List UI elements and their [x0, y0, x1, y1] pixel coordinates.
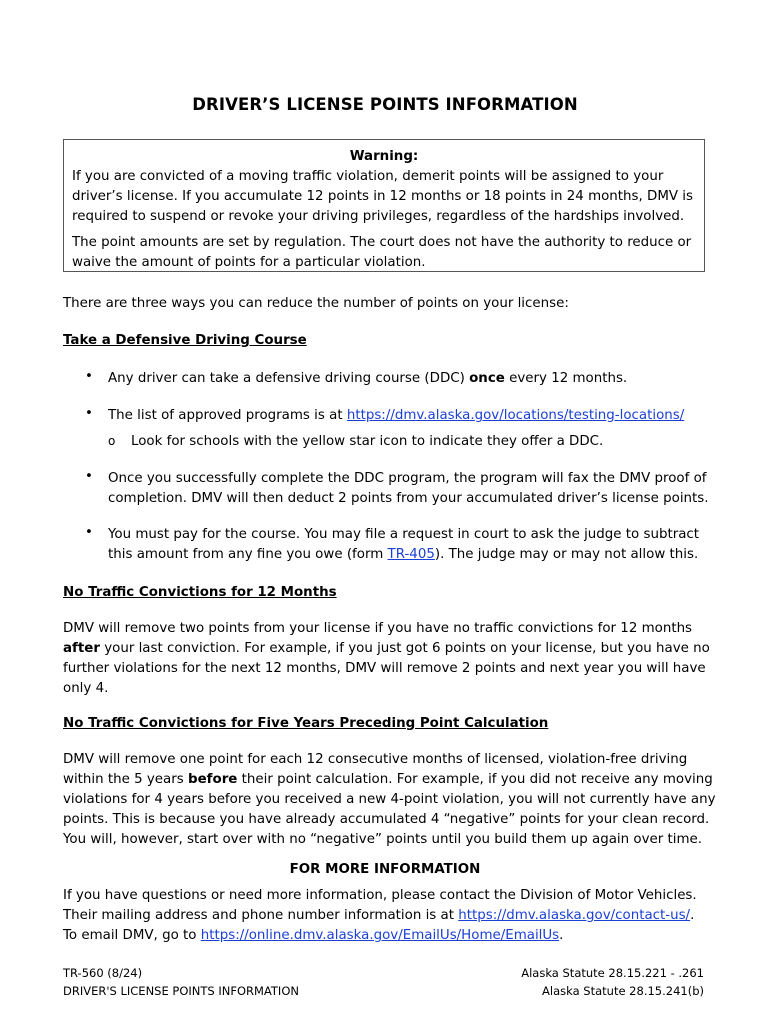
bullet-pay-course — [108, 525, 718, 565]
footer-form-name: DRIVER'S LICENSE POINTS INFORMATION — [63, 984, 299, 998]
paragraph-text: DMV will remove one point for each 12 consecutive months of licensed, violation-free driving within the 5 years — [63, 752, 688, 787]
paragraph-bold-text: before — [188, 772, 238, 787]
sub-bullet-circle: o — [108, 434, 116, 448]
paragraph-text: . — [559, 928, 564, 943]
more-info-heading: FOR MORE INFORMATION — [289, 862, 481, 877]
paragraph-text: their point calculation. For example, if you did not receive any moving violations for 4 years before you received a new 4-point violation, you will not currently have any points. This is because you have already accumulated 4 “negative” points for your clean record. You will, however, start over with no “negative” points until you build them up again over time. — [63, 772, 716, 847]
warning-heading: Warning: — [349, 149, 419, 164]
paragraph-text: Their mailing address and phone number information is at — [63, 908, 459, 923]
paragraph-text: To email DMV, go to — [63, 928, 201, 943]
more-info-paragraph — [63, 886, 733, 946]
footer-statute-1: Alaska Statute 28.15.221 - .261 — [521, 966, 704, 980]
bullet-dot: • — [85, 369, 93, 384]
section-five-years-paragraph — [63, 750, 718, 850]
contact-us-link[interactable]: https://dmv.alaska.gov/contact-us/ — [458, 908, 691, 923]
bullet-bold-text: once — [469, 371, 505, 386]
paragraph-bold-text: after — [63, 641, 100, 656]
paragraph-text: your last conviction. For example, if you just got 6 points on your license, but you have no further violations for the next 12 months, DMV will remove 2 points and next year you will have only 4. — [63, 641, 710, 696]
bullet-text: You must pay for the course. You may file a request in court to ask the judge to subtract this amount from any fine you owe (form — [108, 527, 700, 562]
section-12-months-paragraph — [63, 619, 713, 699]
email-dmv-link[interactable]: https://online.dmv.alaska.gov/EmailUs/Home/EmailUs — [200, 928, 560, 943]
more-info-line-3 — [63, 926, 733, 946]
bullet-text: every 12 months. — [504, 371, 628, 386]
intro-text: There are three ways you can reduce the number of points on your license: — [63, 296, 569, 311]
bullet-ddc-complete: Once you successfully complete the DDC program, the program will fax the DMV proof of completion. DMV will then deduct 2 points from your accumulated driver’s license points. — [108, 471, 709, 506]
more-info-line-2 — [63, 906, 733, 926]
footer-right — [521, 964, 704, 1000]
bullet-approved-programs — [108, 406, 718, 426]
footer-statute-2: Alaska Statute 28.15.241(b) — [542, 984, 704, 998]
approved-programs-link[interactable]: https://dmv.alaska.gov/locations/testing-locations/ — [346, 408, 685, 423]
warning-paragraph-1: If you are convicted of a moving traffic violation, demerit points will be assigned to your driver’s license. If you accumulate 12 points in 12 months or 18 points in 24 months, DMV is required to suspend or revoke your driving privileges, regardless of the hardships involved. — [72, 169, 693, 224]
bullet-dot: • — [85, 406, 93, 421]
page-title: DRIVER’S LICENSE POINTS INFORMATION — [192, 95, 578, 114]
more-info-line-1: If you have questions or need more information, please contact the Division of Motor Vehicles. — [63, 888, 697, 903]
paragraph-text: . — [690, 908, 695, 923]
bullet-text: ). The judge may or may not allow this. — [434, 547, 699, 562]
bullet-dot: • — [85, 469, 93, 484]
footer-left — [63, 964, 299, 1000]
warning-paragraph-2: The point amounts are set by regulation. The court does not have the authority to reduce or waive the amount of points for a particular violation. — [72, 235, 692, 270]
sub-bullet-yellow-star: Look for schools with the yellow star icon to indicate they offer a DDC. — [131, 434, 604, 449]
section-heading-12-months: No Traffic Convictions for 12 Months — [63, 585, 337, 600]
warning-box — [63, 139, 705, 272]
bullet-text: The list of approved programs is at — [108, 408, 347, 423]
tr405-link[interactable]: TR-405 — [387, 547, 435, 562]
footer-form-number: TR-560 (8/24) — [63, 966, 143, 980]
bullet-text: Any driver can take a defensive driving course (DDC) — [108, 371, 470, 386]
paragraph-text: DMV will remove two points from your license if you have no traffic convictions for 12 months — [63, 621, 693, 636]
bullet-dot: • — [85, 525, 93, 540]
section-heading-five-years: No Traffic Convictions for Five Years Preceding Point Calculation — [63, 716, 549, 731]
section-heading-ddc: Take a Defensive Driving Course — [63, 333, 307, 348]
bullet-ddc-once — [108, 369, 718, 389]
